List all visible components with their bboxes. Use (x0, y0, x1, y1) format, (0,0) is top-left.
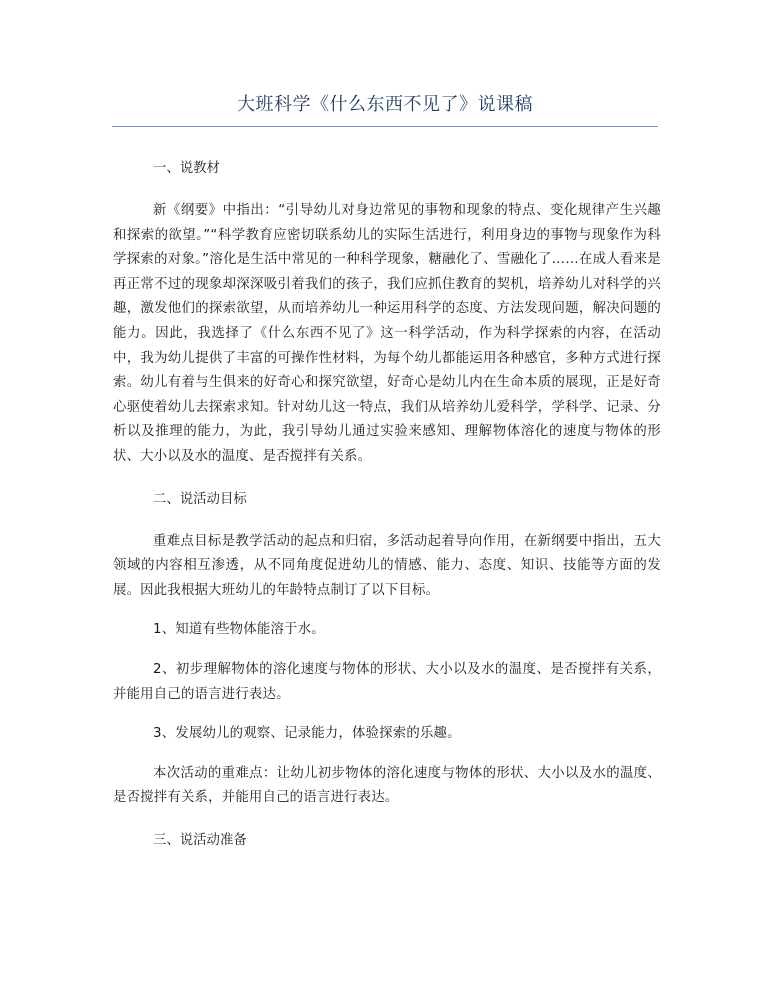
section-heading-3: 三、说活动准备 (153, 832, 247, 848)
document-title: 大班科学《什么东西不见了》说课稿 (237, 94, 533, 115)
section-heading-1: 一、说教材 (153, 161, 220, 176)
title-divider (112, 126, 658, 127)
section-1-paragraph-1: 新《纲要》中指出：“引导幼儿对身边常见的事物和现象的特点、变化规律产生兴趣和探索的欲望。”“科学教育应密切联系幼儿的实际生活进行，利用身边的事物与现象作为科学探索的对象。”溶化是生活中常见的一种科学现象，糖融化了、雪融化了……在成人看来是再正常不过的现象却深深吸引着我们的孩子，我们应抓住教育的契机，培养幼儿对科学的兴趣，激发他们的探索欲望，从而培养幼儿一种运用科学的态度、方法发现问题，解决问题的能力。因此，我选择了《什么东西不见了》这一科学活动，作为科学探索的内容，在活动中，我为幼儿提供了丰富的可操作性材料，为每个幼儿都能运用各种感官，多种方式进行探索。幼儿有着与生俱来的好奇心和探究欲望，好奇心是幼儿内在生命本质的展现，正是好奇心驱使着幼儿去探索求知。针对幼儿这一特点，我们从培养幼儿爱科学，学科学、记录、分析以及推理的能力，为此，我引导幼儿通过实验来感知、理解物体溶化的速度与物体的形状、大小以及水的温度、是否搅拌有关系。 (113, 203, 661, 464)
section-2-paragraph-1: 重难点目标是教学活动的起点和归宿，多活动起着导向作用，在新纲要中指出，五大领域的内容相互渗透，从不同角度促进幼儿的情感、能力、态度、知识、技能等方面的发展。因此我根据大班幼儿的年龄特点制订了以下目标。 (113, 533, 661, 598)
section-heading-2: 二、说活动目标 (153, 491, 247, 507)
goal-item-2: 2、初步理解物体的溶化速度与物体的形状、大小以及水的温度、是否搅拌有关系，并能用自己的语言进行表达。 (113, 661, 661, 702)
goal-item-1: 1、知道有些物体能溶于水。 (153, 622, 325, 638)
key-difficulty-paragraph: 本次活动的重难点：让幼儿初步物体的溶化速度与物体的形状、大小以及水的温度、是否搅拌有关系，并能用自己的语言进行表达。 (113, 765, 661, 806)
document-body (113, 142, 661, 853)
goal-item-3: 3、发展幼儿的观察、记录能力，体验探索的乐趣。 (153, 726, 461, 742)
